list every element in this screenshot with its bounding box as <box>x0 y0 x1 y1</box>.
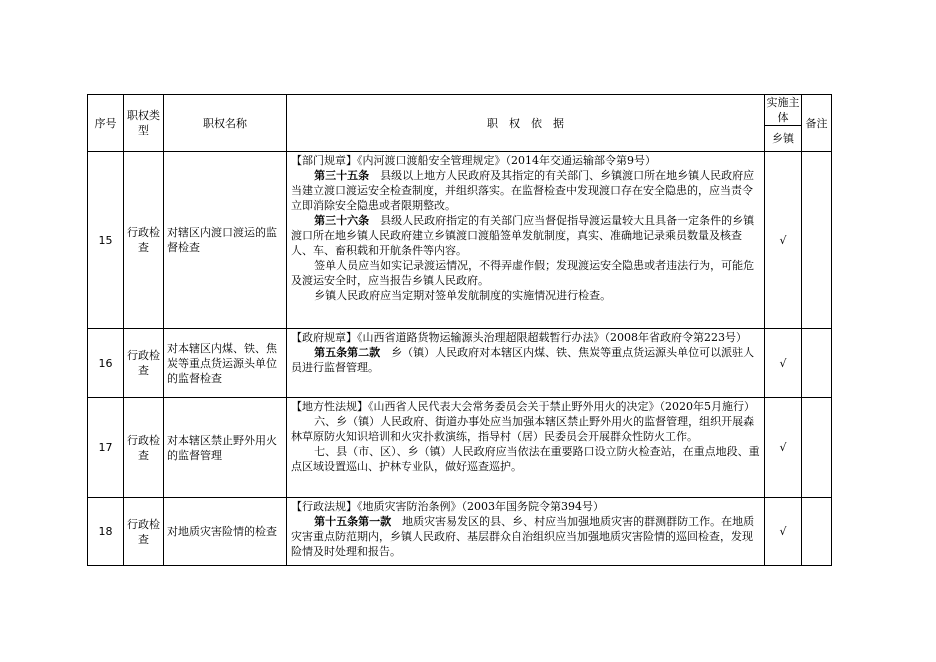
check-mark: √ <box>765 152 802 329</box>
check-mark: √ <box>765 398 802 498</box>
check-mark: √ <box>765 498 802 566</box>
header-subject-township: 乡镇 <box>765 126 802 152</box>
row-note <box>802 398 832 498</box>
basis-text: 乡（镇）人民政府对本辖区内煤、铁、焦炭等重点货运源头单位可以派驻人员进行监督管理。 <box>291 346 755 374</box>
basis-text: 地质灾害易发区的县、乡、村应当加强地质灾害的群测群防工作。在地质灾害重点防范期内，乡镇人民政府、基层群众自治组织应当加强地质灾害险情的巡回检查，发现险情及时处理和报告。 <box>291 515 755 558</box>
header-seq: 序号 <box>88 95 124 152</box>
row-seq: 15 <box>88 152 124 329</box>
row-seq: 16 <box>88 329 124 398</box>
basis-text: 【行政法规】《地质灾害防治条例》（2003年国务院令第394号） <box>291 500 604 513</box>
row-type: 行政检查 <box>124 498 164 566</box>
basis-text: 【政府规章】《山西省道路货物运输源头治理超限超载暂行办法》（2008年省政府令第223号） <box>291 331 747 344</box>
header-type: 职权类型 <box>124 95 164 152</box>
basis-paragraph <box>291 288 760 303</box>
basis-source <box>291 330 760 345</box>
row-note <box>802 329 832 398</box>
row-note <box>802 498 832 566</box>
table-row <box>88 329 832 398</box>
header-note: 备注 <box>802 95 832 152</box>
article-number: 第三十五条 <box>314 169 370 182</box>
basis-text: 【地方性法规】《山西省人民代表大会常务委员会关于禁止野外用火的决定》（2020年5月施行） <box>291 400 755 413</box>
table-row <box>88 152 832 329</box>
basis-text: 六、乡（镇）人民政府、街道办事处应当加强本辖区禁止野外用火的监督管理，组织开展森林草原防火知识培训和火灾扑救演练，指导村（居）民委员会开展群众性防火工作。 <box>291 415 755 443</box>
table-row <box>88 498 832 566</box>
basis-source <box>291 153 760 168</box>
table-row <box>88 398 832 498</box>
authority-table <box>87 94 832 566</box>
row-type: 行政检查 <box>124 398 164 498</box>
basis-text: 签单人员应当如实记录渡运情况，不得弄虚作假；发现渡运安全隐患或者违法行为，可能危及渡运安全时，应当报告乡镇人民政府。 <box>291 259 755 287</box>
basis-source <box>291 499 760 514</box>
row-name: 对本辖区内煤、铁、焦炭等重点货运源头单位的监督检查 <box>164 329 287 398</box>
row-basis <box>287 498 765 566</box>
basis-text: 县级以上地方人民政府及其指定的有关部门、乡镇渡口所在地乡镇人民政府应当建立渡口渡运安全检查制度，并组织落实。在监督检查中发现渡口存在安全隐患的，应当责令立即消除安全隐患或者限期整改。 <box>291 169 755 212</box>
check-mark: √ <box>765 329 802 398</box>
row-basis <box>287 329 765 398</box>
header-subject: 实施主体 <box>766 96 800 124</box>
basis-paragraph <box>291 414 760 444</box>
header-basis: 职 权 依 据 <box>287 95 765 152</box>
row-basis <box>287 398 765 498</box>
row-name: 对地质灾害险情的检查 <box>164 498 287 566</box>
header-name: 职权名称 <box>164 95 287 152</box>
article-number: 第五条第二款 <box>314 346 381 359</box>
article-number: 第三十六条 <box>314 214 370 227</box>
row-type: 行政检查 <box>124 329 164 398</box>
basis-paragraph <box>291 444 760 474</box>
basis-text: 乡镇人民政府应当定期对签单发航制度的实施情况进行检查。 <box>314 289 612 302</box>
basis-paragraph <box>291 258 760 288</box>
article-number: 第十五条第一款 <box>314 515 392 528</box>
basis-text: 七、县（市、区）、乡（镇）人民政府应当依法在重要路口设立防火检查站，在重点地段、重点区域设置巡山、护林专业队，做好巡查巡护。 <box>291 445 760 473</box>
basis-paragraph <box>291 514 760 559</box>
basis-paragraph <box>291 168 760 213</box>
row-name: 对辖区内渡口渡运的监督检查 <box>164 152 287 329</box>
row-name: 对本辖区禁止野外用火的监督管理 <box>164 398 287 498</box>
row-note <box>802 152 832 329</box>
basis-paragraph <box>291 345 760 375</box>
row-seq: 17 <box>88 398 124 498</box>
basis-paragraph <box>291 213 760 258</box>
basis-source <box>291 399 760 414</box>
basis-text: 【部门规章】《内河渡口渡船安全管理规定》（2014年交通运输部令第9号） <box>291 154 656 167</box>
row-seq: 18 <box>88 498 124 566</box>
basis-text: 县级人民政府指定的有关部门应当督促指导渡运量较大且具备一定条件的乡镇渡口所在地乡镇人民政府建立乡镇渡口渡船签单发航制度，真实、准确地记录乘员数量及核查人、车、畜积载和开航条件等内容。 <box>291 214 755 257</box>
row-basis <box>287 152 765 329</box>
row-type: 行政检查 <box>124 152 164 329</box>
